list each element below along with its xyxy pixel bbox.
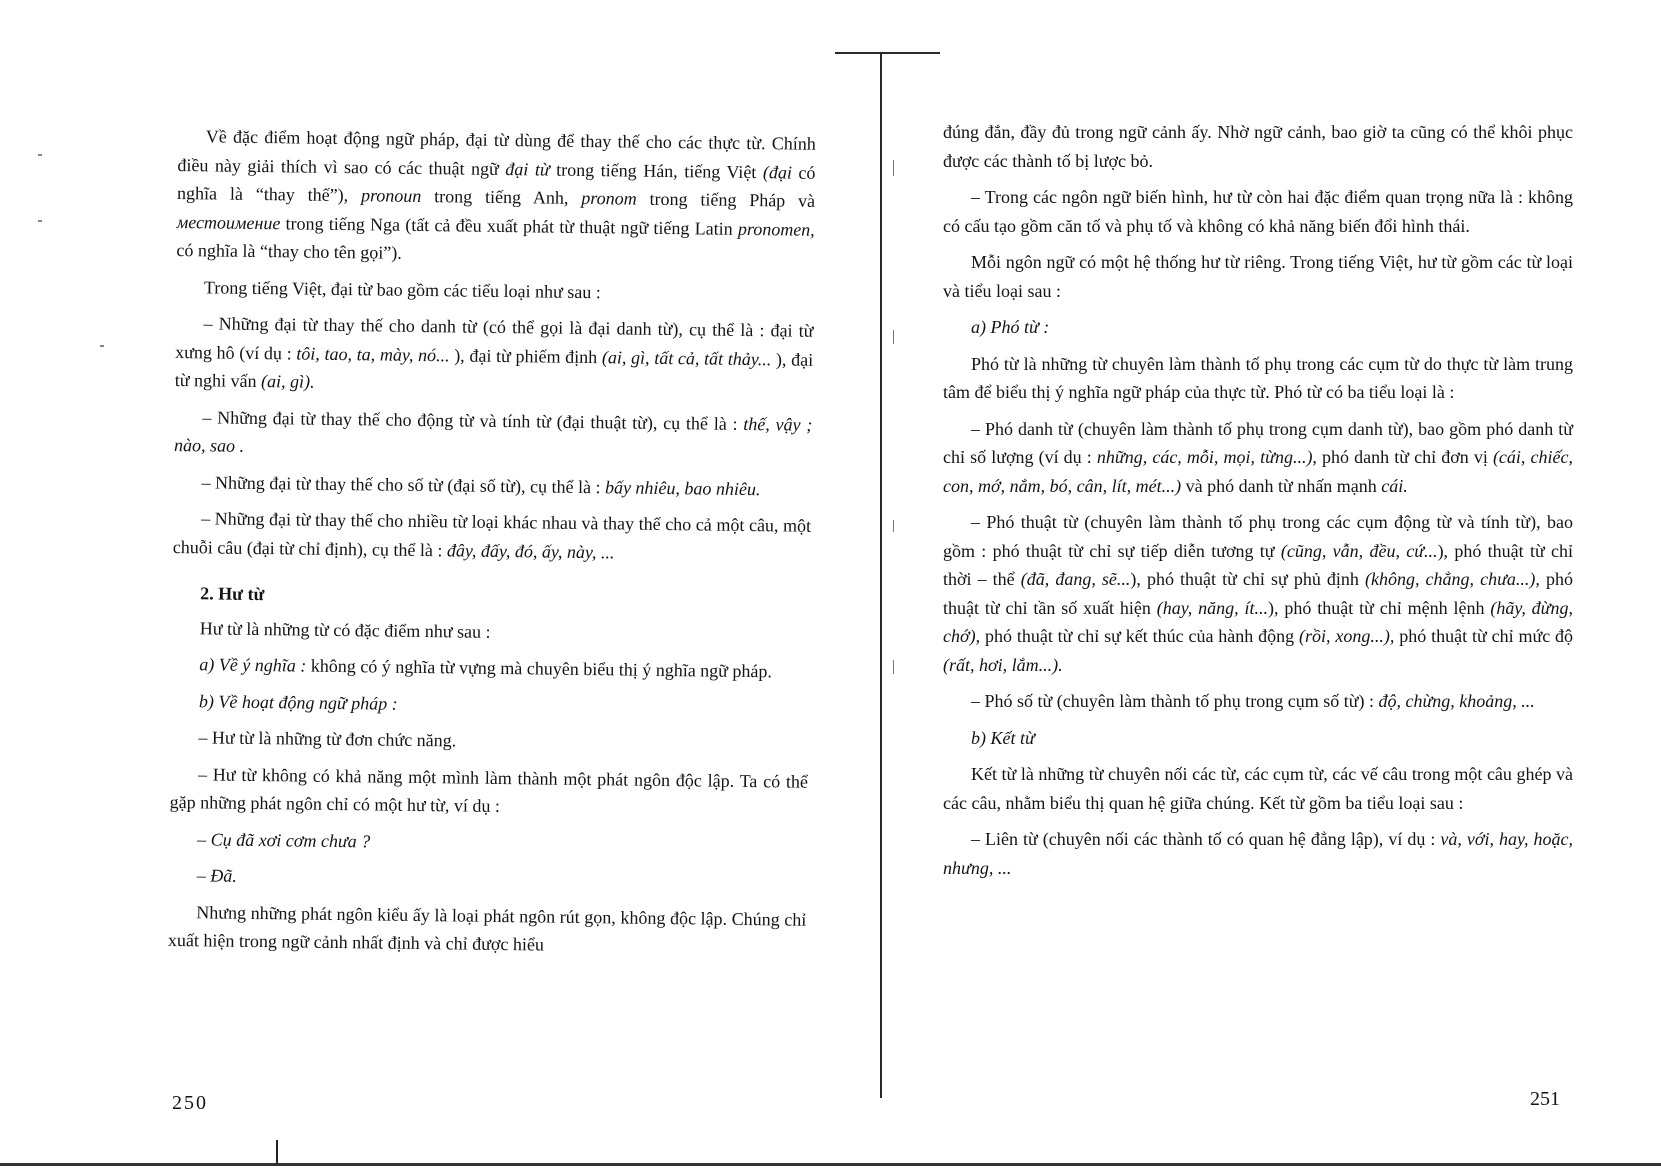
example-line: – Cụ đã xơi cơm chưa ? xyxy=(197,828,371,851)
page-number: 250 xyxy=(172,1092,208,1114)
list-item: – Hư từ là những từ đơn chức năng. xyxy=(198,727,457,751)
list-item: – Những đại từ thay thế cho số từ (đại số từ), cụ thể là : bấy nhiêu, bao nhiêu. xyxy=(201,471,761,499)
subheading: b) Về hoạt động ngữ pháp : xyxy=(198,690,398,714)
list-item: – Những đại từ thay thế cho nhiều từ loại khác nhau và thay thế cho cả một câu, một chuỗi câu (đại từ chỉ định), cụ thể là : đây, đấy, đó, ấy, này, ... xyxy=(172,508,812,562)
list-item: – Phó thuật từ (chuyên làm thành tố phụ trong các cụm động từ và tính từ), bao gồm : phó thuật từ chỉ sự tiếp diễn tương tự (cũng, vẫn, đều, cứ...), phó thuật từ chỉ thời – thể (đã, đang, sẽ...), phó thuật từ chỉ sự phủ định (không, chẳng, chưa...), phó thuật từ chỉ tần số xuất hiện (hay, năng, ít...), phó thuật từ chỉ mệnh lệnh (hãy, đừng, chớ), phó thuật từ chỉ sự kết thúc của hành động (rồi, xong...), phó thuật từ chỉ mức độ (rất, hơi, lắm...). xyxy=(943,512,1574,675)
list-item: – Liên từ (chuyên nối các thành tố có quan hệ đẳng lập), ví dụ : và, với, hay, hoặc, nhưng, ... xyxy=(943,829,1573,878)
paragraph: Phó từ là những từ chuyên làm thành tố phụ trong các cụm từ do thực từ làm trung tâm để biểu thị ý nghĩa ngữ pháp của thực từ. Phó từ có ba tiểu loại là : xyxy=(943,353,1573,402)
paragraph: a) Về ý nghĩa : không có ý nghĩa từ vựng mà chuyên biểu thị ý nghĩa ngữ pháp. xyxy=(199,654,773,682)
paragraph: Mỗi ngôn ngữ có một hệ thống hư từ riêng. Trong tiếng Việt, hư từ gồm các từ loại và tiểu loại sau : xyxy=(943,252,1573,301)
subheading: b) Kết từ xyxy=(971,727,1035,748)
list-item: – Phó danh từ (chuyên làm thành tố phụ trong cụm danh từ), bao gồm phó danh từ chỉ số lượng (ví dụ : những, các, mỗi, mọi, từng...), phó danh từ chỉ đơn vị (cái, chiếc, con, mớ, nắm, bó, cân, lít, mét...) và phó danh từ nhấn mạnh cái. xyxy=(943,418,1573,496)
list-item: – Những đại từ thay thế cho động từ và tính từ (đại thuật từ), cụ thể là : thế, vậy ; nào, sao . xyxy=(173,406,813,456)
subheading: a) Phó từ : xyxy=(971,317,1050,337)
paragraph: Kết từ là những từ chuyên nối các từ, các cụm từ, các vế câu trong một câu ghép và các câu, nhằm biểu thị quan hệ giữa chúng. Kết từ gồm ba tiểu loại sau : xyxy=(943,764,1573,813)
paragraph: Nhưng những phát ngôn kiểu ấy là loại phát ngôn rút gọn, không độc lập. Chúng chỉ xuất hiện trong ngữ cảnh nhất định và chỉ được hiểu xyxy=(167,901,807,955)
section-heading: 2. Hư từ xyxy=(200,583,265,605)
left-page-body xyxy=(168,122,816,962)
right-page-body xyxy=(943,118,1573,882)
page-number: 251 xyxy=(1530,1088,1560,1110)
example-line: – Đã. xyxy=(196,865,237,886)
paragraph: Hư từ là những từ có đặc điểm như sau : xyxy=(199,617,491,642)
paragraph: Trong tiếng Việt, đại từ bao gồm các tiểu loại như sau : xyxy=(203,276,601,302)
list-item: – Trong các ngôn ngữ biến hình, hư từ còn hai đặc điểm quan trọng nữa là : không có cấu tạo gồm căn tố và phụ tố và không có khả năng biến đổi hình thái. xyxy=(943,187,1573,236)
paragraph: đúng đắn, đầy đủ trong ngữ cảnh ấy. Nhờ ngữ cảnh, bao giờ ta cũng có thể khôi phục được các thành tố bị lược bỏ. xyxy=(943,122,1573,171)
list-item: – Phó số từ (chuyên làm thành tố phụ trong cụm số từ) : độ, chừng, khoảng, ... xyxy=(971,691,1535,711)
list-item: – Hư từ không có khả năng một mình làm thành một phát ngôn độc lập. Ta có thể gặp những phát ngôn chỉ có một hư từ, ví dụ : xyxy=(169,763,809,816)
right-page xyxy=(870,0,1661,1169)
list-item: – Những đại từ thay thế cho danh từ (có thể gọi là đại danh từ), cụ thể là : đại từ xưng hô (ví dụ : tôi, tao, ta, mày, nó... ), đại từ phiếm định (ai, gì, tất cả, tất thảy... ), đại từ nghi vấn (ai, gì). xyxy=(174,313,814,392)
paragraph: Về đặc điểm hoạt động ngữ pháp, đại từ dùng để thay thế cho các thực từ. Chính điều này giải thích vì sao có các thuật ngữ đại từ trong tiếng Hán, tiếng Việt (đại có nghĩa là “thay thế”), pronoun trong tiếng Anh, pronom trong tiếng Pháp và местоимение trong tiếng Nga (tất cả đều xuất phát từ thuật ngữ tiếng Latin pronomen, có nghĩa là “thay cho tên gọi”). xyxy=(176,126,816,263)
